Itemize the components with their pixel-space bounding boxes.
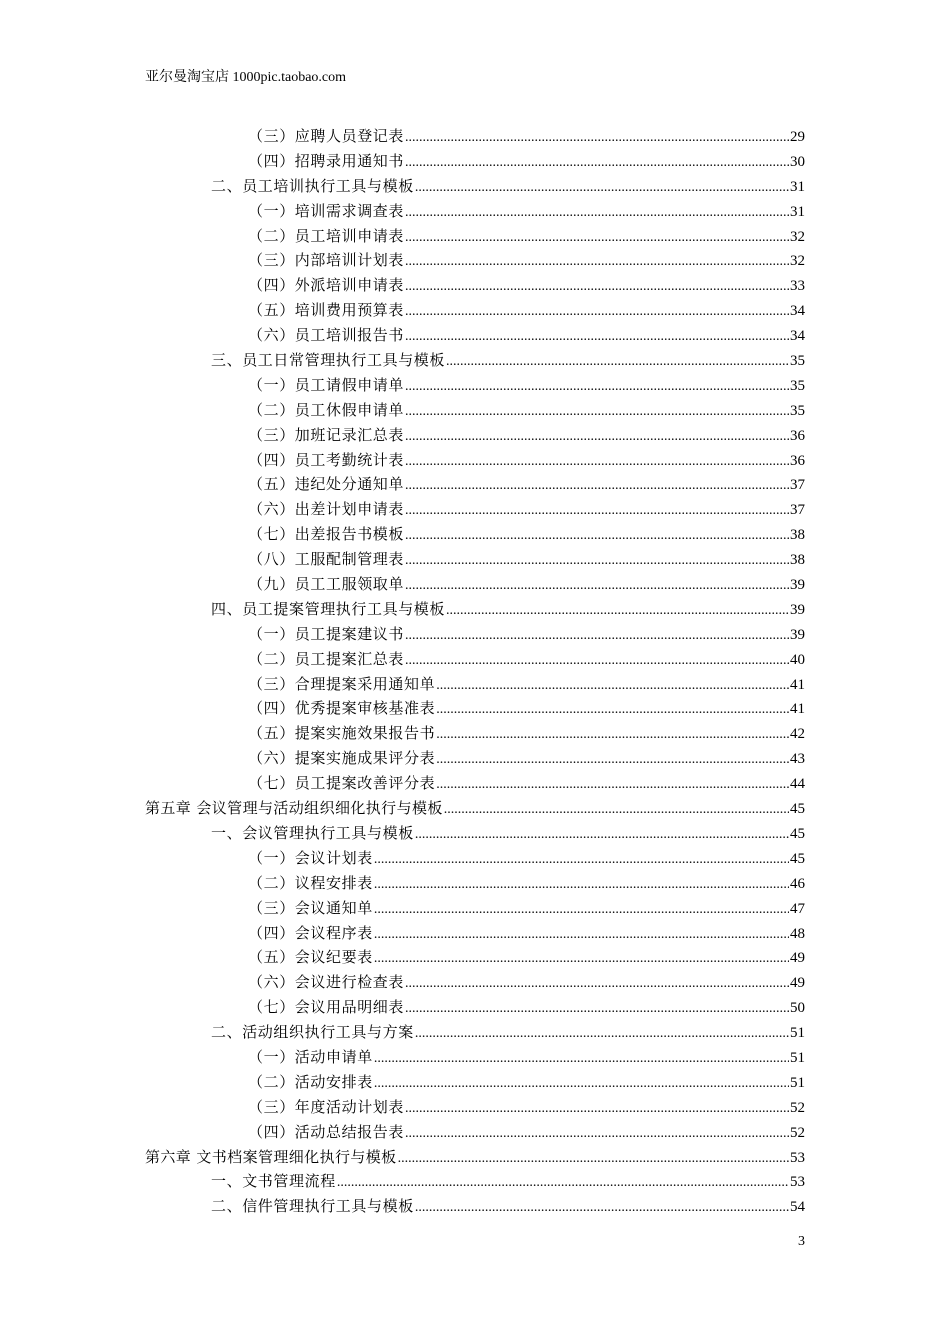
toc-entry-page: 46 [790, 875, 805, 892]
dot-leader [436, 746, 789, 773]
toc-entry-title: （四）员工考勤统计表 [248, 450, 405, 469]
toc-entry[interactable] [0, 672, 950, 697]
toc-entry-page: 51 [790, 1049, 805, 1066]
toc-entry-page: 36 [790, 427, 805, 444]
toc-entry-title: 第五章 会议管理与活动组织细化执行与模板 [145, 799, 443, 818]
toc-entry-page: 30 [790, 153, 805, 170]
toc-entry-page: 45 [790, 850, 805, 867]
toc-entry-page: 53 [790, 1174, 805, 1191]
toc-entry-title: （二）员工提案汇总表 [248, 649, 405, 668]
toc-entry-page: 41 [790, 701, 805, 718]
dot-leader [415, 1194, 789, 1221]
toc-entry[interactable] [0, 771, 950, 796]
dot-leader [446, 348, 789, 375]
toc-entry[interactable] [0, 945, 950, 970]
dot-leader [374, 1045, 789, 1072]
toc-entry-page: 37 [790, 502, 805, 519]
toc-entry-page: 36 [790, 452, 805, 469]
dot-leader [405, 298, 789, 325]
toc-entry[interactable] [0, 248, 950, 273]
toc-entry[interactable] [0, 1169, 950, 1194]
toc-entry[interactable] [0, 199, 950, 224]
toc-entry[interactable] [0, 398, 950, 423]
toc-entry-page: 52 [790, 1099, 805, 1116]
toc-entry[interactable] [0, 298, 950, 323]
dot-leader [405, 622, 789, 649]
toc-entry-page: 50 [790, 1000, 805, 1017]
dot-leader [374, 871, 789, 898]
toc-entry-title: 一、文书管理流程 [211, 1172, 336, 1191]
dot-leader [436, 696, 789, 723]
dot-leader [415, 1020, 789, 1047]
dot-leader [405, 1095, 789, 1122]
toc-entry-page: 54 [790, 1199, 805, 1216]
page-header: 亚尔曼淘宝店 1000pic.taobao.com [145, 70, 347, 85]
toc-entry-page: 45 [790, 825, 805, 842]
toc-entry-title: （二）员工培训申请表 [248, 226, 405, 245]
toc-entry[interactable] [0, 1070, 950, 1095]
toc-entry[interactable] [0, 273, 950, 298]
toc-entry-page: 40 [790, 651, 805, 668]
dot-leader [405, 199, 789, 226]
page-number: 3 [798, 1234, 805, 1249]
toc-entry-title: （二）活动安排表 [248, 1072, 373, 1091]
toc-entry-title: （一）员工提案建议书 [248, 624, 405, 643]
dot-leader [405, 373, 789, 400]
toc-entry-title: （三）会议通知单 [248, 898, 373, 917]
toc-entry-page: 41 [790, 676, 805, 693]
toc-entry[interactable] [0, 821, 950, 846]
toc-entry-page: 39 [790, 601, 805, 618]
toc-entry[interactable] [0, 423, 950, 448]
toc-entry-page: 35 [790, 377, 805, 394]
toc-entry-title: （二）议程安排表 [248, 873, 373, 892]
toc-entry-title: （四）优秀提案审核基准表 [248, 699, 436, 718]
toc-entry-page: 31 [790, 178, 805, 195]
toc-entry[interactable] [0, 174, 950, 199]
toc-entry-page: 38 [790, 552, 805, 569]
toc-entry[interactable] [0, 149, 950, 174]
toc-entry-title: （六）提案实施成果评分表 [248, 749, 436, 768]
toc-entry[interactable] [0, 522, 950, 547]
dot-leader [446, 597, 789, 624]
dot-leader [405, 995, 789, 1022]
dot-leader [374, 1070, 789, 1097]
toc-entry[interactable] [0, 373, 950, 398]
dot-leader [374, 896, 789, 923]
toc-entry[interactable] [0, 547, 950, 572]
dot-leader [436, 672, 789, 699]
toc-entry-title: 二、信件管理执行工具与模板 [211, 1197, 414, 1216]
toc-entry[interactable] [0, 472, 950, 497]
toc-entry-page: 51 [790, 1074, 805, 1091]
toc-entry-page: 43 [790, 751, 805, 768]
dot-leader [405, 248, 789, 275]
toc-entry-page: 34 [790, 303, 805, 320]
toc-entry-title: （五）违纪处分通知单 [248, 475, 405, 494]
toc-entry-title: 三、员工日常管理执行工具与模板 [211, 351, 446, 370]
toc-entry[interactable] [0, 124, 950, 149]
toc-entry-title: （六）会议进行检查表 [248, 973, 405, 992]
toc-entry-page: 53 [790, 1149, 805, 1166]
dot-leader [405, 497, 789, 524]
toc-entry-page: 48 [790, 925, 805, 942]
dot-leader [398, 1145, 789, 1172]
dot-leader [405, 448, 789, 475]
dot-leader [374, 945, 789, 972]
toc-entry[interactable] [0, 970, 950, 995]
dot-leader [405, 647, 789, 674]
dot-leader [405, 547, 789, 574]
dot-leader [374, 921, 789, 948]
dot-leader [405, 572, 789, 599]
toc-entry-title: （三）合理提案采用通知单 [248, 674, 436, 693]
toc-entry[interactable] [0, 1045, 950, 1070]
toc-entry[interactable] [0, 572, 950, 597]
toc-entry[interactable] [0, 1020, 950, 1045]
toc-entry-title: 一、会议管理执行工具与模板 [211, 823, 414, 842]
dot-leader [405, 273, 789, 300]
toc-entry-title: 四、员工提案管理执行工具与模板 [211, 599, 446, 618]
toc-entry[interactable] [0, 846, 950, 871]
toc-entry-page: 37 [790, 477, 805, 494]
toc-entry-title: （四）会议程序表 [248, 923, 373, 942]
toc-entry-page: 35 [790, 402, 805, 419]
toc-entry[interactable] [0, 721, 950, 746]
dot-leader [436, 721, 789, 748]
dot-leader [405, 124, 789, 151]
toc-entry[interactable] [0, 921, 950, 946]
toc-entry-page: 44 [790, 776, 805, 793]
toc-entry-title: （七）员工提案改善评分表 [248, 774, 436, 793]
table-of-contents [0, 124, 950, 1219]
toc-entry-title: （三）内部培训计划表 [248, 251, 405, 270]
toc-entry[interactable] [0, 995, 950, 1020]
toc-entry[interactable] [0, 1145, 950, 1170]
dot-leader [405, 323, 789, 350]
toc-entry-title: （二）员工休假申请单 [248, 400, 405, 419]
dot-leader [444, 796, 789, 823]
toc-entry-title: （九）员工工服领取单 [248, 575, 405, 594]
toc-entry-title: （三）加班记录汇总表 [248, 425, 405, 444]
toc-entry-title: （四）招聘录用通知书 [248, 151, 405, 170]
toc-entry[interactable] [0, 1095, 950, 1120]
toc-entry-title: （五）培训费用预算表 [248, 301, 405, 320]
toc-entry-page: 38 [790, 527, 805, 544]
dot-leader [405, 149, 789, 176]
toc-entry[interactable] [0, 497, 950, 522]
toc-entry-title: （六）出差计划申请表 [248, 500, 405, 519]
dot-leader [405, 224, 789, 251]
toc-entry-title: （七）出差报告书模板 [248, 525, 405, 544]
toc-entry[interactable] [0, 871, 950, 896]
toc-entry[interactable] [0, 1194, 950, 1219]
toc-entry-page: 34 [790, 328, 805, 345]
toc-entry-title: （一）会议计划表 [248, 848, 373, 867]
toc-entry-page: 32 [790, 253, 805, 270]
toc-entry[interactable] [0, 896, 950, 921]
toc-entry-page: 51 [790, 1025, 805, 1042]
toc-entry-page: 49 [790, 950, 805, 967]
toc-entry[interactable] [0, 746, 950, 771]
toc-entry-title: （一）培训需求调查表 [248, 201, 405, 220]
toc-entry-title: （六）员工培训报告书 [248, 326, 405, 345]
toc-entry-title: （一）员工请假申请单 [248, 375, 405, 394]
toc-entry[interactable] [0, 448, 950, 473]
dot-leader [405, 1120, 789, 1147]
dot-leader [405, 423, 789, 450]
dot-leader [415, 821, 789, 848]
toc-entry-title: 第六章 文书档案管理细化执行与模板 [145, 1147, 397, 1166]
toc-entry-page: 45 [790, 801, 805, 818]
toc-entry-page: 35 [790, 353, 805, 370]
toc-entry-title: 二、活动组织执行工具与方案 [211, 1023, 414, 1042]
toc-entry[interactable] [0, 647, 950, 672]
dot-leader [436, 771, 789, 798]
toc-entry-page: 42 [790, 726, 805, 743]
toc-entry[interactable] [0, 224, 950, 249]
toc-entry-page: 33 [790, 278, 805, 295]
dot-leader [415, 174, 789, 201]
dot-leader [405, 970, 789, 997]
toc-entry-title: （四）外派培训申请表 [248, 276, 405, 295]
dot-leader [405, 522, 789, 549]
toc-entry-page: 39 [790, 626, 805, 643]
toc-entry[interactable] [0, 1120, 950, 1145]
dot-leader [405, 472, 789, 499]
toc-entry-page: 39 [790, 577, 805, 594]
toc-entry-title: （三）应聘人员登记表 [248, 127, 405, 145]
toc-entry-title: （一）活动申请单 [248, 1047, 373, 1066]
toc-entry[interactable] [0, 323, 950, 348]
toc-entry-title: （三）年度活动计划表 [248, 1097, 405, 1116]
toc-entry-page: 49 [790, 975, 805, 992]
dot-leader [374, 846, 789, 873]
toc-entry[interactable] [0, 622, 950, 647]
dot-leader [337, 1169, 789, 1196]
toc-entry[interactable] [0, 597, 950, 622]
toc-entry-title: （七）会议用品明细表 [248, 998, 405, 1017]
toc-entry-page: 29 [790, 129, 805, 145]
toc-entry-title: （五）会议纪要表 [248, 948, 373, 967]
toc-entry-title: （八）工服配制管理表 [248, 550, 405, 569]
toc-entry[interactable] [0, 348, 950, 373]
toc-entry-page: 32 [790, 228, 805, 245]
toc-entry[interactable] [0, 796, 950, 821]
toc-entry[interactable] [0, 696, 950, 721]
toc-entry-title: （五）提案实施效果报告书 [248, 724, 436, 743]
toc-entry-page: 31 [790, 203, 805, 220]
toc-entry-title: 二、员工培训执行工具与模板 [211, 176, 414, 195]
toc-entry-page: 52 [790, 1124, 805, 1141]
dot-leader [405, 398, 789, 425]
toc-entry-page: 47 [790, 900, 805, 917]
toc-entry-title: （四）活动总结报告表 [248, 1122, 405, 1141]
